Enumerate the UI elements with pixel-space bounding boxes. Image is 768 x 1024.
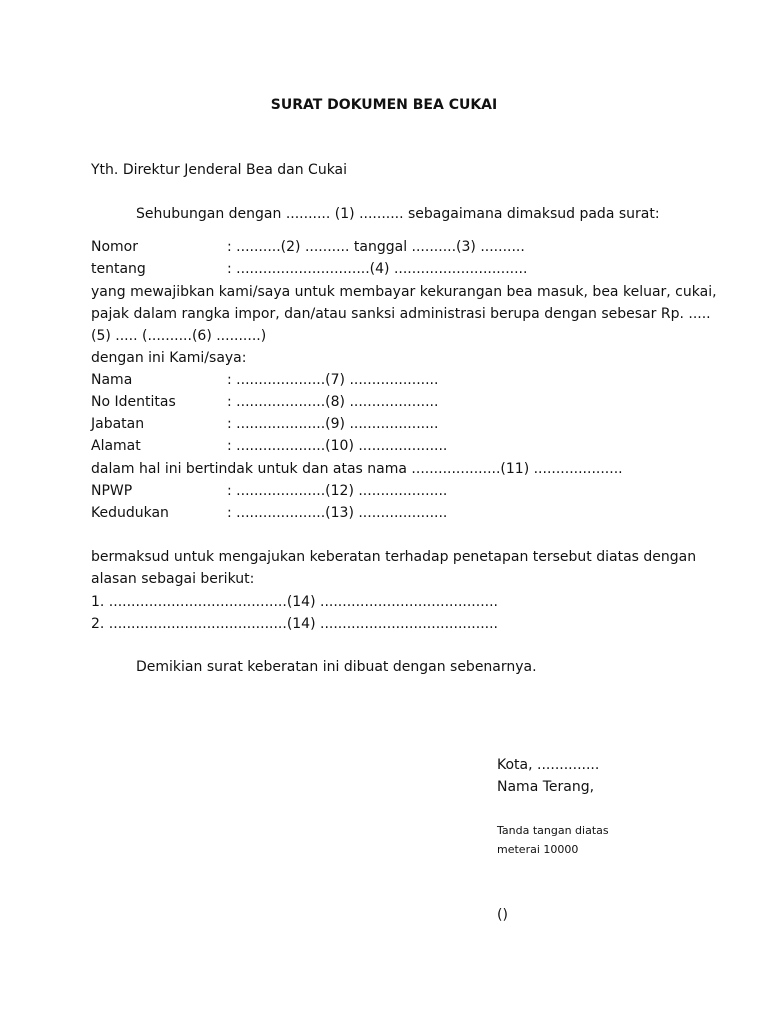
reason-item: 1. ........................................(14) ........................................: [91, 594, 499, 610]
stamp-note: meterai 10000: [497, 843, 579, 856]
tentang-label: tentang: [91, 261, 146, 277]
field-label-alamat: Alamat: [91, 438, 141, 454]
intro-paragraph: Sehubungan dengan .......... (1) .......... sebagaimana dimaksud pada surat:: [136, 206, 660, 222]
body-line: dengan ini Kami/saya:: [91, 350, 247, 366]
field-label-kedudukan: Kedudukan: [91, 505, 169, 521]
field-label-npwp: NPWP: [91, 483, 133, 499]
nomor-label: Nomor: [91, 239, 138, 255]
field-value-alamat: : ....................(10) ....................: [227, 438, 448, 454]
field-label-nama: Nama: [91, 372, 133, 388]
field-value-nama: : ....................(7) ....................: [227, 372, 439, 388]
objection-line: bermaksud untuk mengajukan keberatan terhadap penetapan tersebut diatas dengan: [91, 549, 697, 565]
field-value-kedudukan: : ....................(13) ....................: [227, 505, 448, 521]
field-value-no-identitas: : ....................(8) ....................: [227, 394, 439, 410]
field-label-jabatan: Jabatan: [91, 416, 145, 432]
stamp-note: Tanda tangan diatas: [497, 824, 609, 837]
body-line: (5) ..... (..........(6) ..........): [91, 328, 267, 344]
signature-parens: (): [497, 907, 508, 923]
field-value-jabatan: : ....................(9) ....................: [227, 416, 439, 432]
signature-name: Nama Terang,: [497, 779, 595, 795]
on-behalf-line: dalam hal ini bertindak untuk dan atas nama ....................(11) ....................: [91, 461, 623, 477]
document-title: SURAT DOKUMEN BEA CUKAI: [270, 97, 498, 113]
body-line: pajak dalam rangka impor, dan/atau sanksi administrasi berupa dengan sebesar Rp. .....: [91, 306, 711, 322]
field-label-no-identitas: No Identitas: [91, 394, 176, 410]
addressee: Yth. Direktur Jenderal Bea dan Cukai: [91, 162, 348, 178]
body-line: yang mewajibkan kami/saya untuk membayar kekurangan bea masuk, bea keluar, cukai,: [91, 284, 717, 300]
objection-line: alasan sebagai berikut:: [91, 571, 255, 587]
closing-sentence: Demikian surat keberatan ini dibuat dengan sebenarnya.: [136, 659, 537, 675]
signature-city: Kota, ..............: [497, 757, 600, 773]
nomor-value: : ..........(2) .......... tanggal ..........(3) ..........: [227, 239, 525, 255]
reason-item: 2. ........................................(14) ........................................: [91, 616, 499, 632]
field-value-npwp: : ....................(12) ....................: [227, 483, 448, 499]
tentang-value: : ..............................(4) ..............................: [227, 261, 528, 277]
